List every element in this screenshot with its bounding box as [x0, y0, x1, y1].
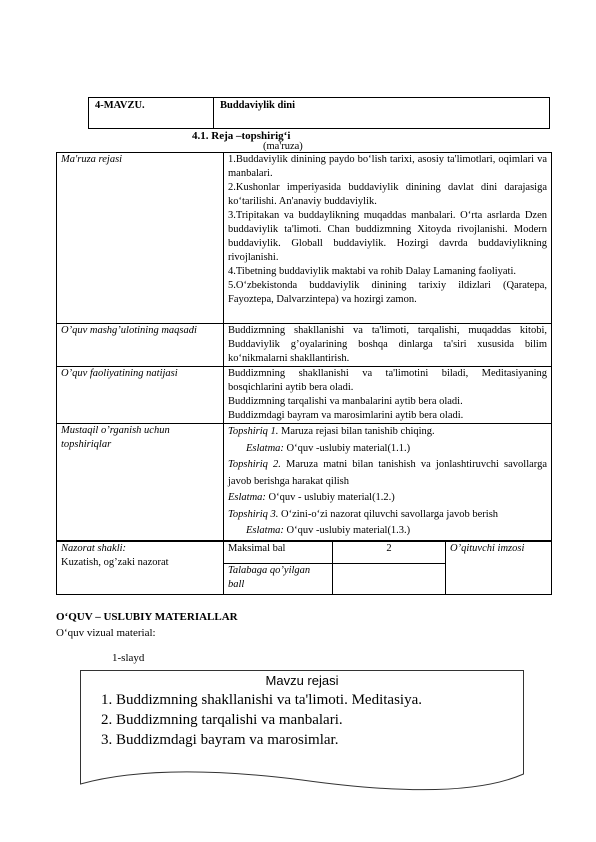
plan-heading: 4.1. Reja –topshirig‘i [192, 130, 291, 142]
topic-code: 4-MAVZU. [89, 98, 214, 129]
max-label: Maksimal bal [224, 542, 333, 564]
task-note: Eslatma: O‘quv -uslubiy material(1.3.) [246, 525, 411, 536]
control-value: Kuzatish, og’zaki nazorat [61, 557, 169, 568]
max-value: 2 [333, 542, 446, 564]
control-cell [57, 542, 224, 595]
task-list [224, 424, 552, 541]
slide-list [90, 690, 422, 750]
plan-item: 1.Buddaviylik dinining paydo bo‘lish tarixi, asosiy ta'limotlari, oqimlari va manbalari. [228, 154, 547, 179]
plan-table [56, 152, 552, 541]
slide-item: 3. Buddizmdagi bayram va marosimlar. [116, 730, 422, 750]
task-item: Topshiriq 1. Maruza rejasi bilan tanishib chiqing. [228, 426, 435, 437]
task-item: Topshiriq 2. Maruza matni bilan tanishish va jonlashtiruvchi savollarga javob berishga harakat qilish [228, 459, 547, 487]
task-note: Eslatma: O‘quv - uslubiy material(1.2.) [228, 492, 395, 503]
result-item: Buddizmdagi bayram va marosimlarini aytib bera oladi. [228, 410, 464, 421]
result-item: Buddizmning shakllanishi va ta'limotini biladi, Meditasiyaning bosqichlarini aytib bera oladi. [228, 368, 547, 393]
slide-title: Mavzu rejasi [265, 673, 339, 688]
materials-heading: O‘QUV – USLUBIY MATERIALLAR [56, 611, 238, 623]
plan-items [224, 153, 552, 324]
slide-item: 1. Buddizmning shakllanishi va ta'limoti. Meditasiya. [116, 690, 422, 710]
task-note: Eslatma: O‘quv -uslubiy material(1.1.) [246, 442, 411, 454]
result-label: O’quv faoliyatining natijasi [57, 367, 224, 424]
plan-subheading: (ma'ruza) [263, 141, 303, 152]
materials-subheading: O‘quv vizual material: [56, 627, 156, 639]
plan-item: 2.Kushonlar imperiyasida buddaviylik dinining davlat dini darajasiga ko‘tarilishi. An'anaviy buddaviylik. [228, 182, 547, 207]
result-item: Buddizmning tarqalishi va manbalarini aytib bera oladi. [228, 396, 463, 407]
control-label: Nazorat shakli: [61, 543, 127, 554]
topic-title: Buddaviylik dini [214, 98, 550, 129]
task-label: Mustaqil o’rganish uchun topshiriqlar [57, 424, 224, 541]
result-items [224, 367, 552, 424]
goal-text: Buddizmning shakllanishi va ta'limoti, tarqalishi, muqaddas kitobi, Buddaviylik g’oyalarining boshqa dinlarga ta'siri xususida bilim ko‘nikmalarni shakllantirish. [224, 324, 552, 367]
student-score-label: Talabaga qo’yilgan ball [224, 564, 333, 595]
plan-item: 3.Tripitakan va buddaylikning muqaddas manbalari. O‘rta asrlarda Dzen buddaviylik ta'limoti. Chan buddizmning Xitoyda rivojlanishi. Modern buddaviylik. Globall buddaviylik. Hozirgi davrda buddaviylikning rivojlanishi. [228, 210, 547, 263]
plan-label: Ma'ruza rejasi [57, 153, 224, 324]
signature-label: O’qituvchi imzosi [446, 542, 552, 595]
task-label-text: Topshiriq 1. [228, 426, 279, 437]
student-score-value [333, 564, 446, 595]
plan-item: 5.O‘zbekistonda buddaviylik dinining tarixiy ildizlari (Qaratepa, Fayoztepa, Dalvarzintepa) va hozirgi zamon. [228, 280, 547, 305]
goal-label: O’quv mashg’ulotining maqsadi [57, 324, 224, 367]
topic-table [88, 97, 550, 129]
task-item: Topshiriq 3. O‘zini-o‘zi nazorat qiluvchi savollarga javob berish [228, 508, 499, 520]
slide-box [80, 670, 524, 794]
slide-label: 1-slayd [112, 652, 145, 664]
control-table [56, 541, 552, 595]
plan-item: 4.Tibetning buddaviylik maktabi va rohib Dalay Lamaning faoliyati. [228, 266, 517, 277]
slide-item: 2. Buddizmning tarqalishi va manbalari. [116, 710, 422, 730]
